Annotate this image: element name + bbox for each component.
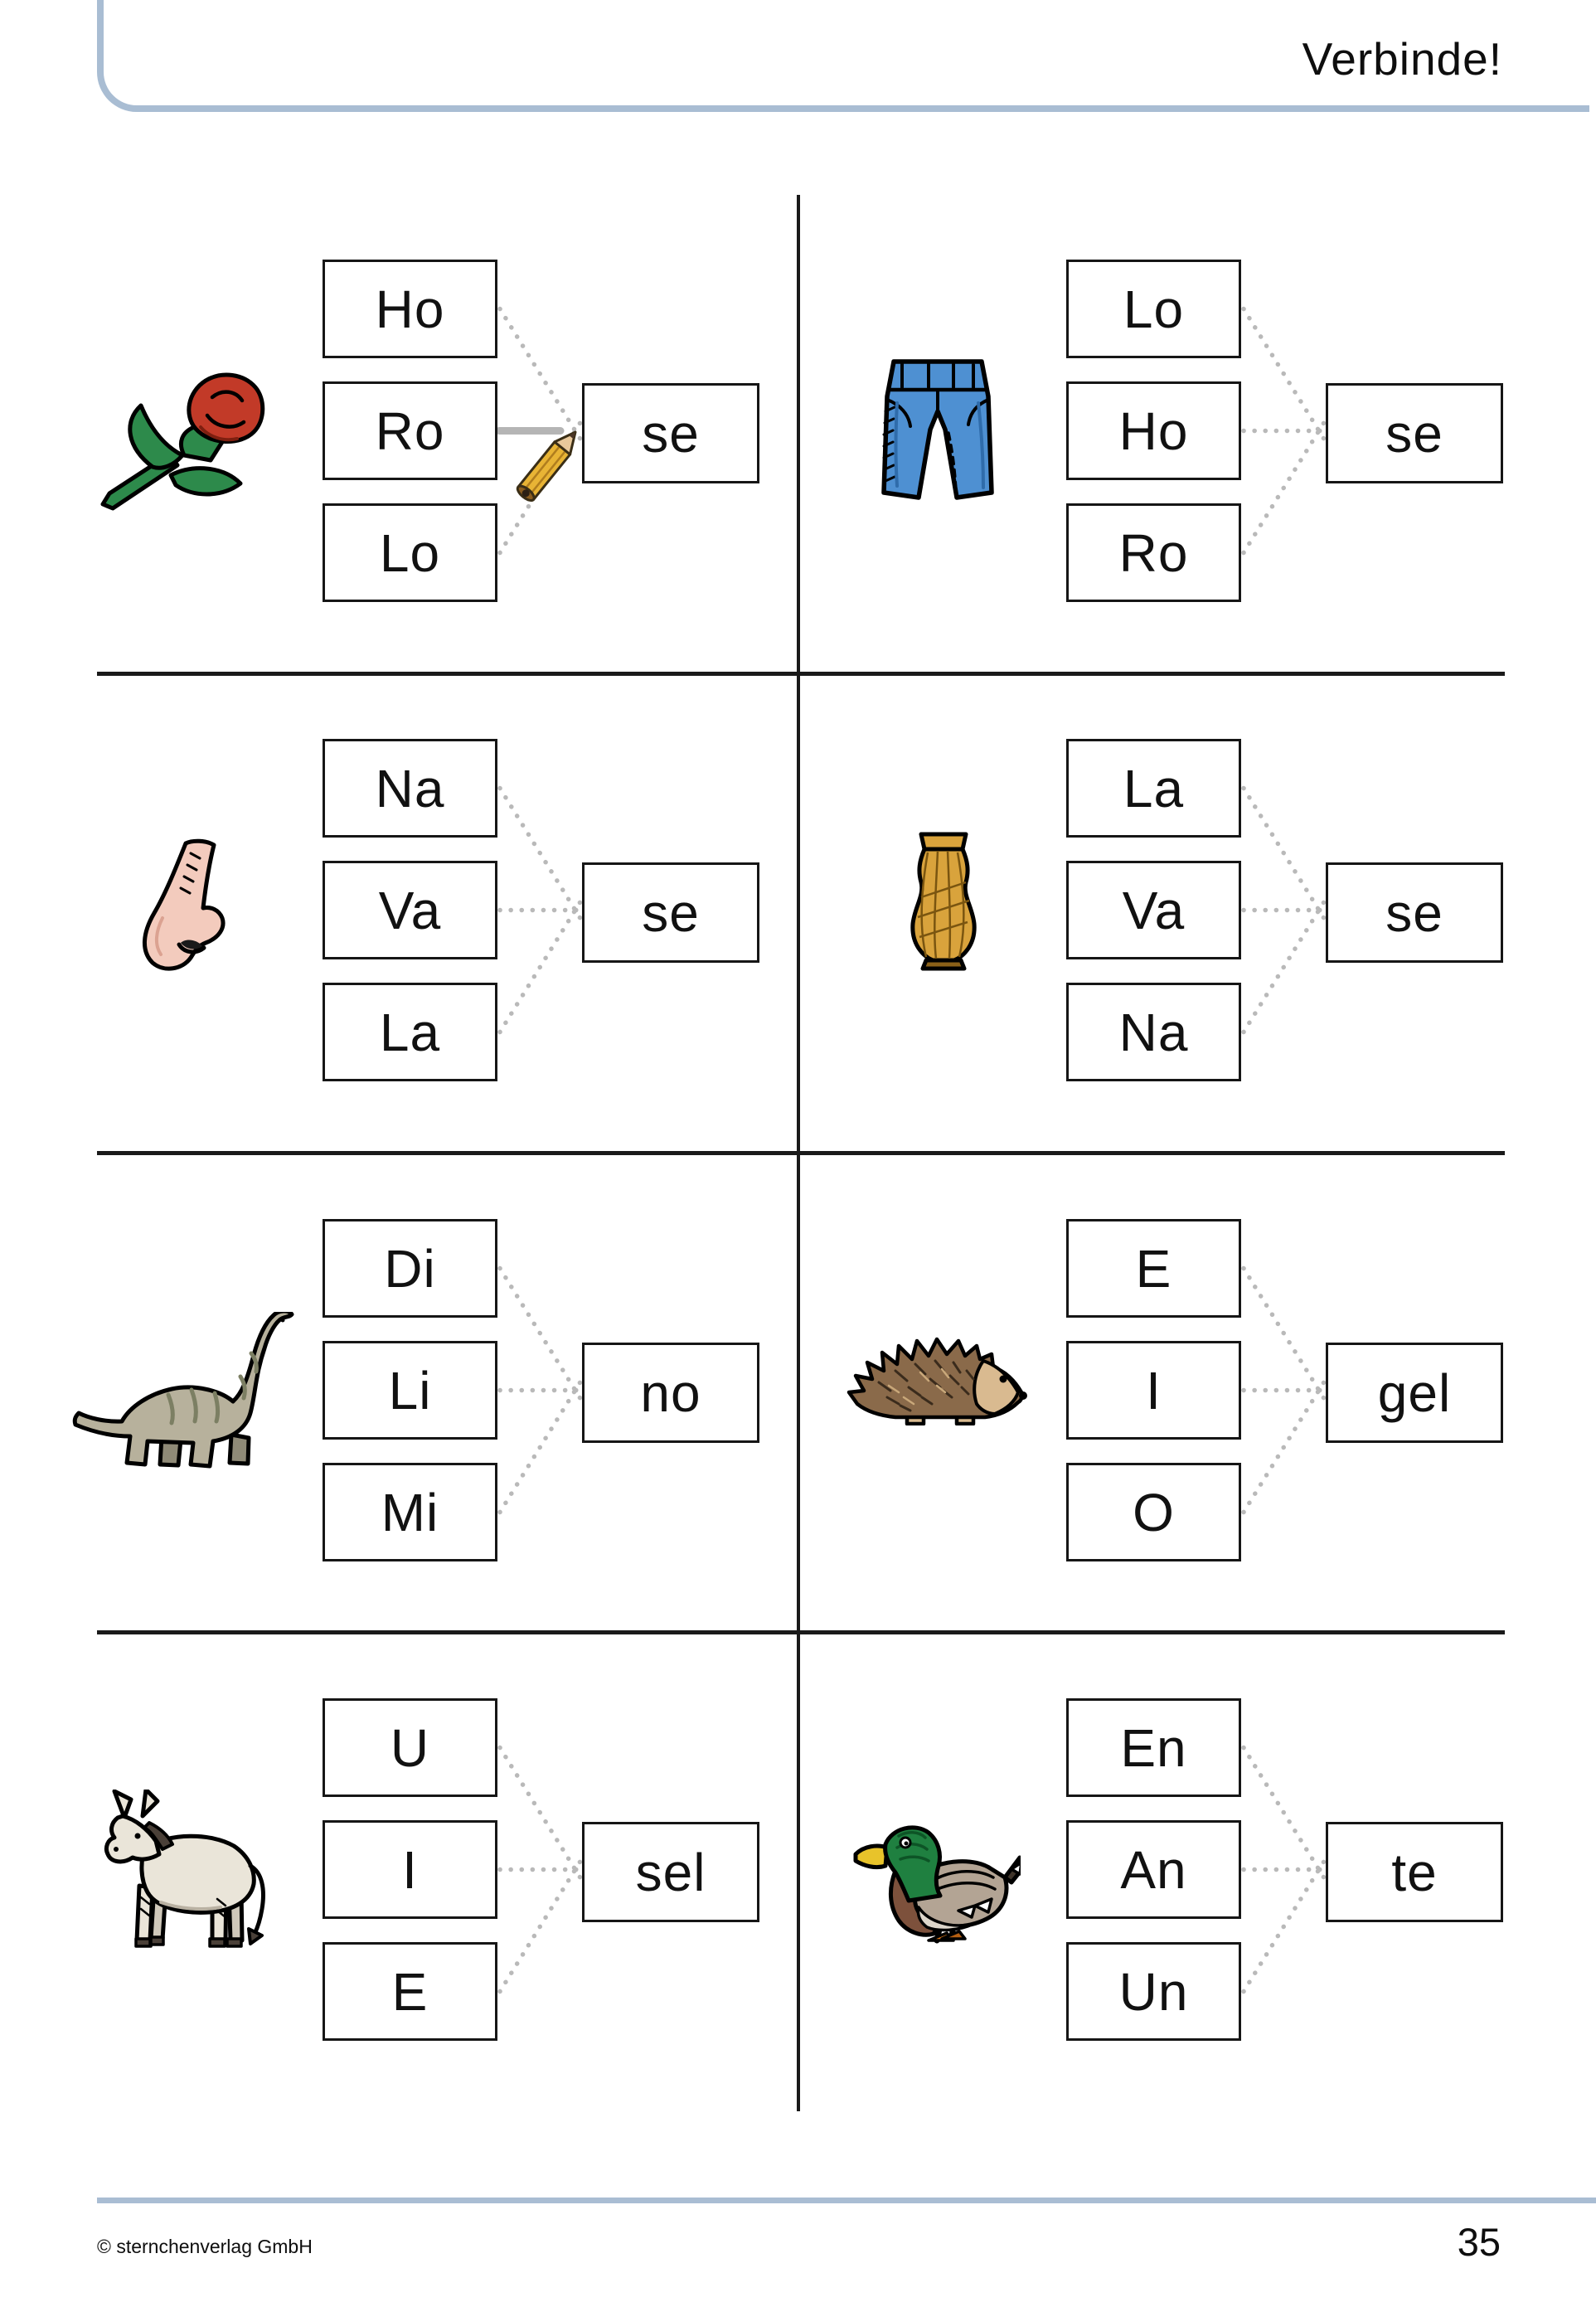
- syllable-label: Lo: [379, 522, 441, 583]
- syllable-label: Lo: [1123, 279, 1185, 339]
- syllable-label: Un: [1118, 1961, 1189, 2022]
- syllable-box[interactable]: [1066, 260, 1241, 358]
- syllable-label: La: [1123, 758, 1185, 818]
- syllable-label: E: [1135, 1238, 1172, 1299]
- dinosaur-image: [70, 1312, 302, 1469]
- syllable-box[interactable]: [1066, 381, 1241, 480]
- syllable-box[interactable]: [1066, 1698, 1241, 1797]
- target-label: se: [1385, 882, 1443, 943]
- syllable-label: La: [379, 1002, 441, 1062]
- syllable-label: Ho: [1118, 401, 1189, 461]
- syllable-label: O: [1133, 1482, 1175, 1542]
- target-label: se: [642, 403, 700, 464]
- syllable-box[interactable]: [1066, 1463, 1241, 1561]
- syllable-box[interactable]: [323, 861, 497, 959]
- donkey-image: [103, 1790, 275, 1949]
- target-label: sel: [635, 1842, 706, 1902]
- syllable-box[interactable]: [323, 739, 497, 838]
- pencil-icon: [515, 425, 583, 503]
- syllable-label: Na: [1118, 1002, 1189, 1062]
- target-label: se: [642, 882, 700, 943]
- syllable-box[interactable]: [1066, 1820, 1241, 1919]
- syllable-box[interactable]: [1066, 861, 1241, 959]
- copyright-text: © sternchenverlag GmbH: [97, 2236, 313, 2257]
- syllable-label: Ro: [375, 401, 445, 461]
- duck-image: [852, 1818, 1021, 1946]
- syllable-label: Ro: [1118, 522, 1189, 583]
- target-label: te: [1391, 1842, 1438, 1902]
- syllable-box[interactable]: [323, 1341, 497, 1440]
- syllable-box[interactable]: [1066, 1219, 1241, 1318]
- syllable-label: Na: [375, 758, 445, 818]
- syllable-label: Di: [384, 1238, 436, 1299]
- syllable-label: U: [390, 1717, 430, 1778]
- target-box[interactable]: [582, 1822, 759, 1922]
- target-box[interactable]: [582, 383, 759, 483]
- syllable-label: I: [1146, 1360, 1162, 1421]
- syllable-label: Ho: [375, 279, 445, 339]
- target-box[interactable]: [582, 862, 759, 963]
- rose-image: [98, 369, 269, 513]
- syllable-label: An: [1120, 1839, 1187, 1900]
- target-label: se: [1385, 403, 1443, 464]
- syllable-label: E: [391, 1961, 429, 2022]
- nose-image: [133, 838, 253, 971]
- syllable-box[interactable]: [323, 503, 497, 602]
- syllable-label: Va: [378, 880, 442, 940]
- syllable-label: Li: [388, 1360, 432, 1421]
- syllable-box[interactable]: [323, 983, 497, 1081]
- syllable-label: I: [402, 1839, 418, 1900]
- page-title: Verbinde!: [1302, 33, 1502, 85]
- syllable-box[interactable]: [1066, 739, 1241, 838]
- syllable-box[interactable]: [323, 1463, 497, 1561]
- syllable-box[interactable]: [323, 260, 497, 358]
- syllable-box[interactable]: [1066, 503, 1241, 602]
- target-box[interactable]: [1326, 383, 1503, 483]
- syllable-box[interactable]: [323, 1820, 497, 1919]
- syllable-box[interactable]: [323, 1698, 497, 1797]
- target-box[interactable]: [1326, 1822, 1503, 1922]
- syllable-box[interactable]: [1066, 983, 1241, 1081]
- target-box[interactable]: [582, 1343, 759, 1443]
- page-number: 35: [1457, 2220, 1501, 2264]
- target-box[interactable]: [1326, 1343, 1503, 1443]
- syllable-box[interactable]: [1066, 1942, 1241, 2041]
- vase-image: [905, 831, 982, 971]
- syllable-box[interactable]: [1066, 1341, 1241, 1440]
- syllable-label: Mi: [381, 1482, 439, 1542]
- syllable-box[interactable]: [323, 1219, 497, 1318]
- syllable-label: Va: [1122, 880, 1186, 940]
- jeans-image: [872, 353, 1003, 506]
- syllable-label: En: [1120, 1717, 1187, 1778]
- syllable-box[interactable]: [323, 1942, 497, 2041]
- target-box[interactable]: [1326, 862, 1503, 963]
- hedgehog-image: [846, 1324, 1030, 1425]
- target-label: no: [640, 1362, 701, 1423]
- target-label: gel: [1377, 1362, 1452, 1423]
- syllable-box[interactable]: [323, 381, 497, 480]
